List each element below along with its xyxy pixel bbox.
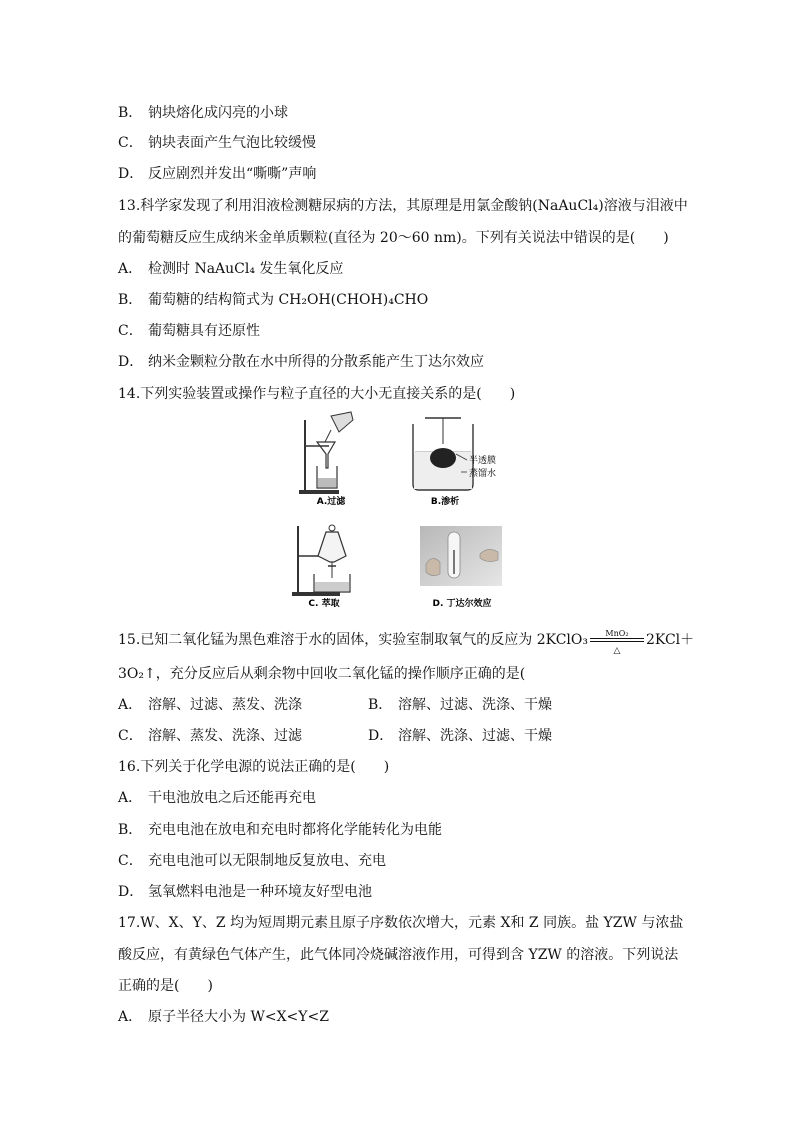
option-text: 反应剧烈并发出“嘶嘶”声响	[148, 166, 317, 182]
q13-option-b	[118, 290, 428, 310]
q15-stem-text: 15.已知二氧化锰为黑色难溶于水的固体，实验室制取氧气的反应为 2KClO₃	[118, 632, 588, 648]
q15-option-a	[118, 697, 302, 713]
option-letter: D．	[368, 728, 394, 744]
heat-symbol: △	[613, 646, 621, 656]
q13-stem-line2: 的葡萄糖反应生成纳米金单质颗粒(直径为 20～60 nm)。下列有关说法中错误的是( )	[118, 230, 669, 246]
q13-option-d	[118, 352, 484, 372]
option-text: 充电电池在放电和充电时都将化学能转化为电能	[148, 822, 442, 838]
option-letter: D．	[118, 884, 144, 900]
option-letter: A．	[118, 1009, 143, 1025]
figure-c-caption: C. 萃取	[308, 599, 340, 609]
option-letter: D．	[118, 166, 144, 182]
option-text: 溶解、过滤、蒸发、洗涤	[148, 697, 302, 713]
q16-option-c	[118, 851, 386, 871]
option-letter: A．	[118, 790, 143, 806]
q16-option-d	[118, 882, 372, 902]
q17-stem-line1: 17.W、X、Y、Z 均为短周期元素且原子序数依次增大，元素 X和 Z 同族。盐 YZW 与浓盐	[118, 915, 684, 931]
q13-stem-line1: 13.科学家发现了利用泪液检测糖尿病的方法，其原理是用氯金酸钠(NaAuCl₄)溶液与泪液中	[118, 198, 688, 214]
option-text: 氢氧燃料电池是一种环境友好型电池	[148, 884, 372, 900]
q15-stem-line2: 3O₂↑，充分反应后从剩余物中回收二氧化锰的操作顺序正确的是(	[118, 666, 526, 682]
figure-b-label-membrane: 半透膜	[469, 456, 497, 466]
q16-option-a	[118, 788, 316, 808]
option-letter: C．	[118, 853, 143, 869]
option-text: 钠块熔化成闪亮的小球	[148, 105, 288, 121]
figure-filtration	[295, 410, 367, 508]
option-letter: D．	[118, 354, 144, 370]
option-text: 原子半径大小为 W<X<Y<Z	[148, 1009, 329, 1025]
option-letter: B．	[118, 822, 143, 838]
q15-option-c	[118, 726, 302, 746]
option-letter: B．	[368, 697, 393, 713]
option-letter: C．	[118, 323, 143, 339]
option-text: 溶解、过滤、洗涤、干燥	[398, 697, 552, 713]
option-text: 干电池放电之后还能再充电	[148, 790, 316, 806]
figure-d-caption: D. 丁达尔效应	[432, 599, 492, 609]
q14-stem: 14.下列实验装置或操作与粒子直径的大小无直接关系的是( )	[118, 386, 516, 402]
option-letter: C．	[118, 135, 143, 151]
option-text: 纳米金颗粒分散在水中所得的分散系能产生丁达尔效应	[148, 354, 484, 370]
q13-option-c	[118, 321, 260, 341]
figure-a-caption: A.过滤	[316, 497, 346, 507]
option-text: 葡萄糖的结构简式为 CH₂OH(CHOH)₄CHO	[148, 292, 429, 308]
option-letter: B．	[118, 105, 143, 121]
q17-stem-line3: 正确的是( )	[118, 978, 213, 994]
figure-extraction	[290, 520, 370, 612]
option-letter: B．	[118, 292, 143, 308]
option-letter: C．	[118, 728, 143, 744]
q15-products: 2KCl＋	[645, 632, 695, 648]
q15-stem-line1	[118, 626, 694, 654]
catalyst-label: MnO₂	[605, 629, 629, 638]
q15-options-row1	[118, 695, 302, 715]
reaction-condition	[588, 626, 646, 654]
figure-dialysis	[405, 410, 510, 508]
q17-stem-line2: 酸反应，有黄绿色气体产生，此气体同冷烧碱溶液作用，可得到含 YZW 的溶液。下列说法	[118, 947, 679, 963]
option-text: 葡萄糖具有还原性	[148, 323, 260, 339]
q13-option-a	[118, 259, 343, 279]
figure-b-label-water: 蒸馏水	[469, 469, 497, 479]
option-letter: A．	[118, 697, 143, 713]
q15-option-d	[368, 726, 552, 746]
q16-stem: 16.下列关于化学电源的说法正确的是( )	[118, 759, 390, 775]
figure-tyndall	[418, 524, 504, 612]
option-text: 溶解、洗涤、过滤、干燥	[398, 728, 552, 744]
option-text: 溶解、蒸发、洗涤、过滤	[148, 728, 302, 744]
q12-option-b	[118, 103, 288, 123]
option-text: 检测时 NaAuCl₄ 发生氧化反应	[148, 261, 344, 277]
option-text: 充电电池可以无限制地反复放电、充电	[148, 853, 386, 869]
q12-option-c	[118, 133, 316, 153]
option-text: 钠块表面产生气泡比较缓慢	[148, 135, 316, 151]
q15-option-b	[368, 695, 552, 715]
option-letter: A．	[118, 261, 143, 277]
q17-option-a	[118, 1007, 329, 1027]
q12-option-d	[118, 164, 316, 184]
figure-b-caption: B.渗析	[430, 497, 460, 507]
q16-option-b	[118, 820, 442, 840]
